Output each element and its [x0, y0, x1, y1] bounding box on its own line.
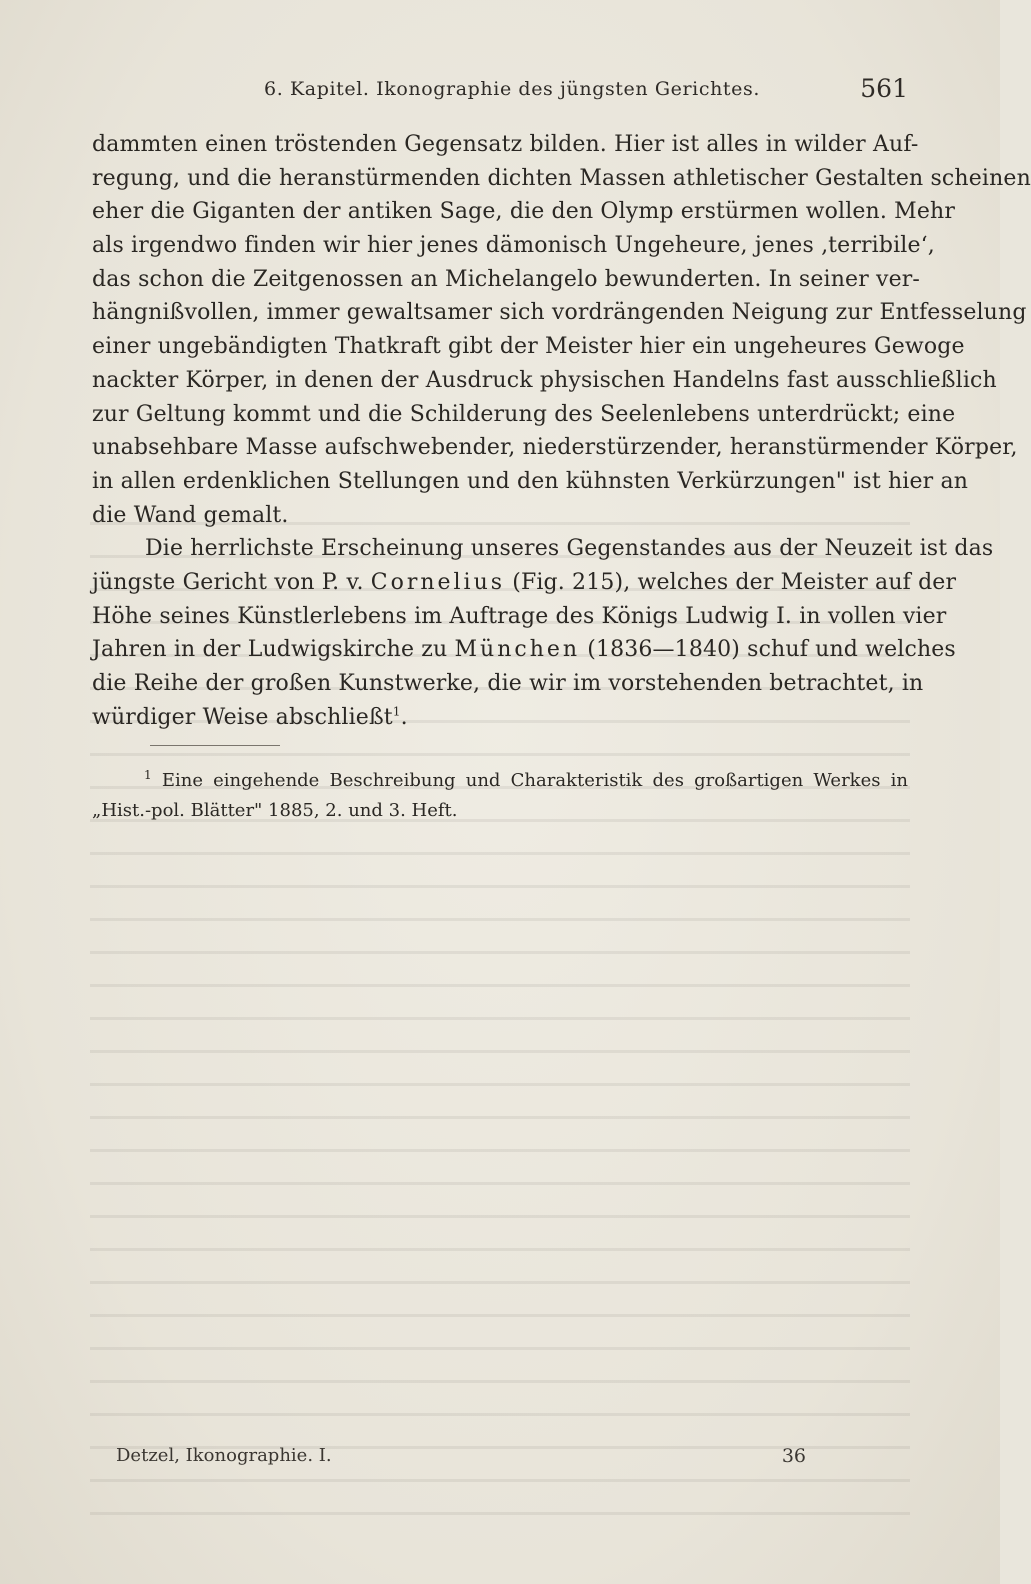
- main-text: [92, 128, 1031, 734]
- text-line: [92, 566, 957, 600]
- text-segment: Jahren in der Ludwigskirche zu: [92, 637, 455, 663]
- text-line: regung, und die heranstürmenden dichten Massen athletischer Gestalten scheinen: [92, 165, 1031, 191]
- text-line: die Wand gemalt.: [92, 502, 289, 528]
- text-line: eher die Giganten der antiken Sage, die den Olymp erstürmen wollen. Mehr: [92, 199, 955, 225]
- text-line: einer ungebändigten Thatkraft gibt der Meister hier ein ungeheures Gewoge: [92, 334, 965, 360]
- text-segment: würdiger Weise abschließt: [92, 704, 393, 730]
- text-line: dammten einen tröstenden Gegensatz bilden. Hier ist alles in wilder Auf-: [92, 132, 919, 157]
- text-line: als irgendwo finden wir hier jenes dämonisch Ungeheure, jenes ‚terribile‘,: [92, 233, 935, 259]
- text-segment: (1836—1840) schuf und welches: [580, 637, 956, 663]
- text-line: würdiger Weise abschließt$^1$.: [92, 704, 408, 730]
- footnote-divider: [150, 745, 280, 746]
- text-segment: jüngste Gericht von P. v.: [92, 569, 371, 595]
- text-line: [92, 633, 956, 667]
- printer-signature: Detzel, Ikonographie. I.: [116, 1445, 332, 1466]
- footnote-line: [92, 766, 908, 796]
- footnote-reference: 1: [392, 704, 401, 719]
- running-title: 6. Kapitel. Ikonographie des jüngsten Gerichtes.: [264, 78, 760, 100]
- text-segment: (Fig. 215), welches der Meister auf der: [505, 569, 957, 595]
- footnote-marker: 1: [144, 768, 152, 782]
- page-number: 561: [860, 74, 908, 103]
- footnote-text: Eine eingehende Beschreibung und Charakteristik des großartigen Werkes in: [161, 770, 908, 791]
- text-line: zur Geltung kommt und die Schilderung des Seelenlebens unterdrückt; eine: [92, 401, 956, 427]
- text-line: unabsehbare Masse aufschwebender, niederstürzender, heranstürmender Körper,: [92, 435, 1018, 461]
- footnote: [92, 766, 908, 826]
- sheet-number: 36: [781, 1445, 806, 1467]
- page-header: [92, 74, 908, 114]
- city-name: München: [454, 637, 581, 663]
- text-line: das schon die Zeitgenossen an Michelangelo bewunderten. In seiner ver-: [92, 266, 921, 292]
- footnote-line: „Hist.-pol. Blätter" 1885, 2. und 3. Heft.: [92, 800, 458, 821]
- text-line: die Reihe der großen Kunstwerke, die wir im vorstehenden betrachtet, in: [92, 671, 924, 696]
- text-line: Höhe seines Künstlerlebens im Auftrage des Königs Ludwig I. in vollen vier: [92, 603, 947, 629]
- text-line: nackter Körper, in denen der Ausdruck physischen Handelns fast ausschließlich: [92, 367, 997, 393]
- text-line: in allen erdenklichen Stellungen und den kühnsten Verkürzungen" ist hier an: [92, 468, 969, 494]
- paragraph-start-line: Die herrlichste Erscheinung unseres Gegenstandes aus der Neuzeit ist das: [145, 536, 994, 562]
- artist-name: Cornelius: [370, 569, 506, 595]
- page-footer: [116, 1445, 806, 1475]
- text-line: hängnißvollen, immer gewaltsamer sich vordrängenden Neigung zur Entfesselung: [92, 300, 1027, 326]
